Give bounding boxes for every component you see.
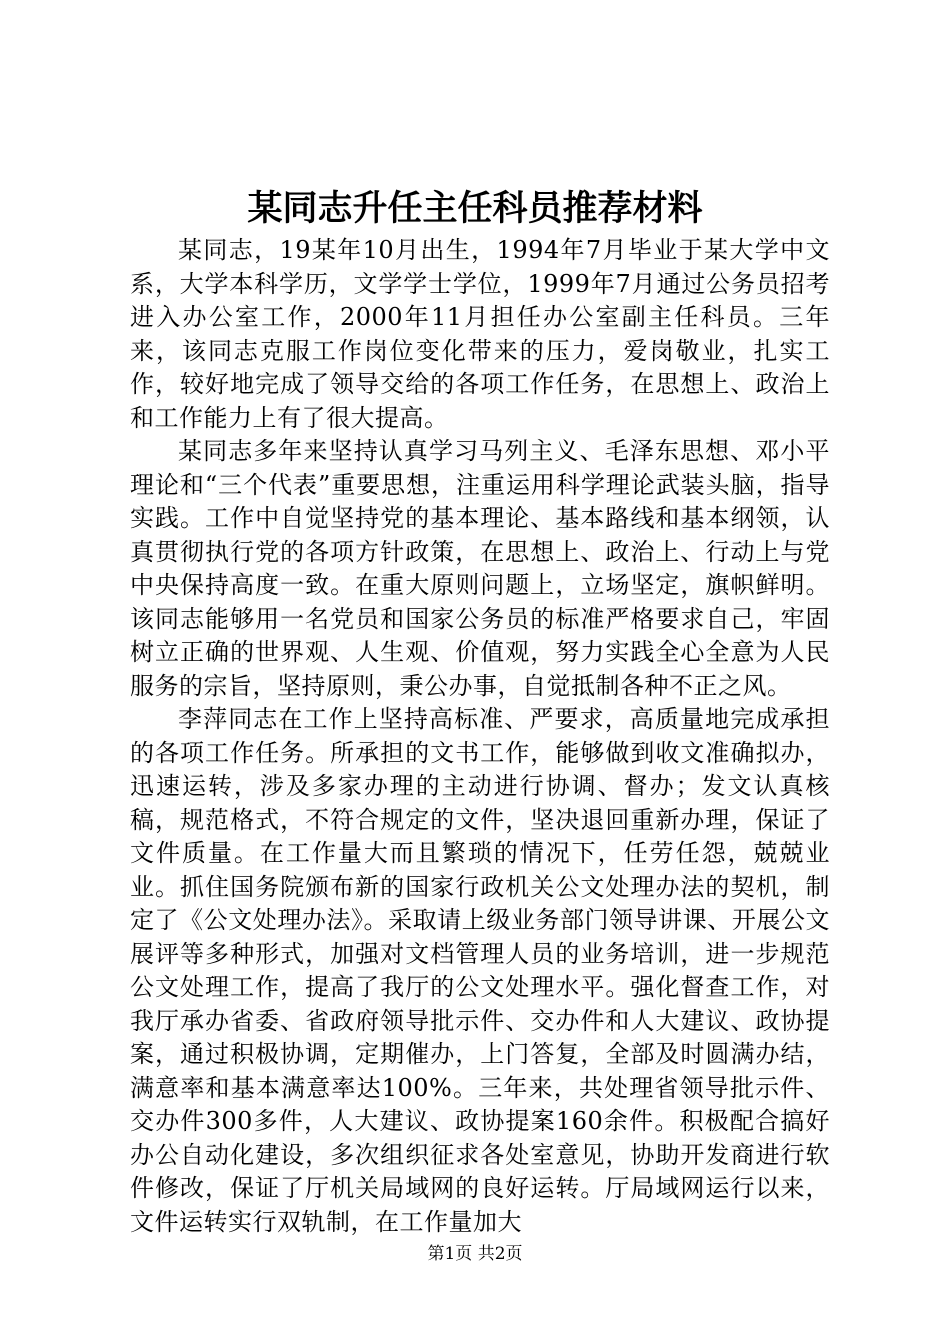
document-body xyxy=(130,234,830,1239)
paragraph-1: 某同志，19某年10月出生，1994年7月毕业于某大学中文系，大学本科学历，文学学士学位，1999年7月通过公务员招考进入办公室工作，2000年11月担任办公室副主任科员。三年来，该同志克服工作岗位变化带来的压力，爱岗敬业，扎实工作，较好地完成了领导交给的各项工作任务，在思想上、政治上和工作能力上有了很大提高。 xyxy=(130,236,830,432)
paragraph-3: 李萍同志在工作上坚持高标准、严要求，高质量地完成承担的各项工作任务。所承担的文书工作，能够做到收文准确拟办，迅速运转，涉及多家办理的主动进行协调、督办；发文认真核稿，规范格式，不符合规定的文件，坚决退回重新办理，保证了文件质量。在工作量大而且繁琐的情况下，任劳任怨，兢兢业业。抓住国务院颁布新的国家行政机关公文处理办法的契机，制定了《公文处理办法》。采取请上级业务部门领导讲课、开展公文展评等多种形式，加强对文档管理人员的业务培训，进一步规范公文处理工作，提高了我厅的公文处理水平。强化督查工作，对我厅承办省委、省政府领导批示件、交办件和人大建议、政协提案，通过积极协调，定期催办，上门答复，全部及时圆满办结，满意率和基本满意率达100%。三年来，共处理省领导批示件、交办件300多件，人大建议、政协提案160余件。积极配合搞好办公自动化建设，多次组织征求各处室意见，协助开发商进行软件修改，保证了厅机关局域网的良好运转。厅局域网运行以来，文件运转实行双轨制，在工作量加大 xyxy=(130,705,830,1236)
page-footer: 第1页 共2页 xyxy=(427,1244,523,1264)
paragraph-2: 某同志多年来坚持认真学习马列主义、毛泽东思想、邓小平理论和“三个代表”重要思想，注重运用科学理论武装头脑，指导实践。工作中自觉坚持党的基本理论、基本路线和基本纲领，认真贯彻执行党的各项方针政策，在思想上、政治上、行动上与党中央保持高度一致。在重大原则问题上，立场坚定，旗帜鲜明。该同志能够用一名党员和国家公务员的标准严格要求自己，牢固树立正确的世界观、人生观、价值观，努力实践全心全意为人民服务的宗旨，坚持原则，秉公办事，自觉抵制各种不正之风。 xyxy=(130,437,830,700)
page-title: 某同志升任主任科员推荐材料 xyxy=(247,188,703,229)
